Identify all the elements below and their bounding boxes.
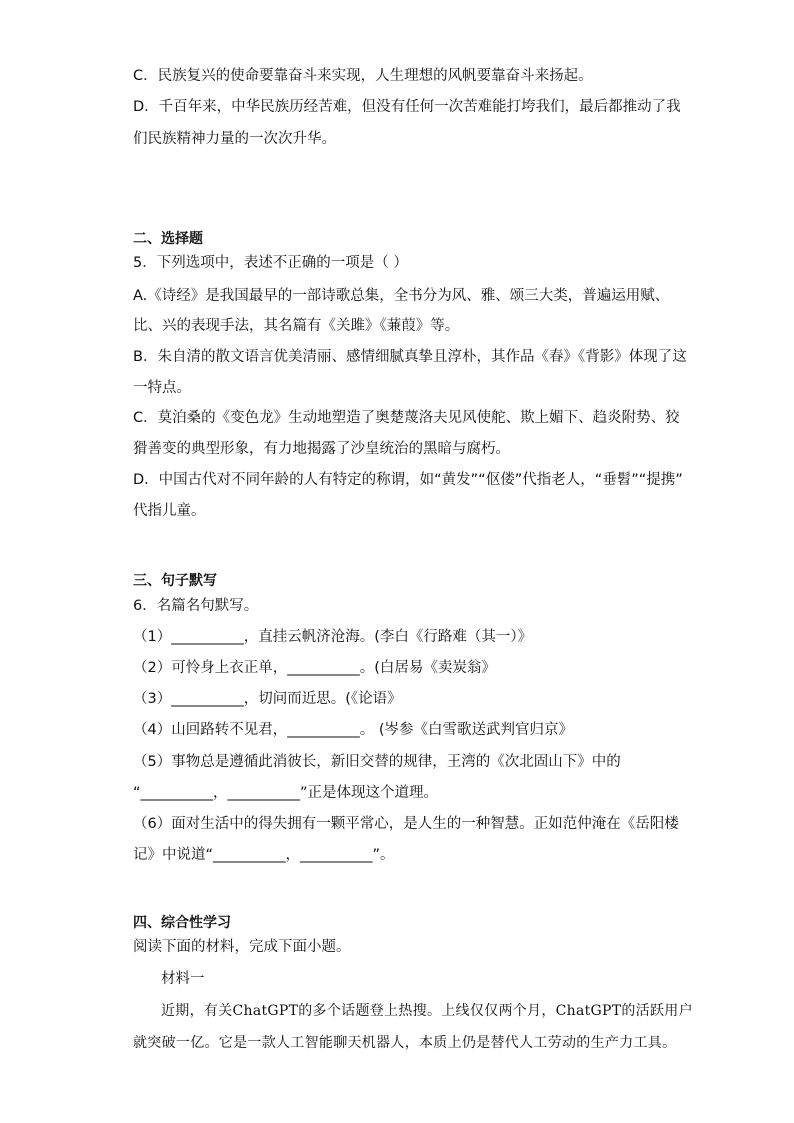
material-1-para-line1: 近期，有关ChatGPT的多个话题登上热搜。上线仅仅两个月，ChatGPT的活跃用户 bbox=[161, 1003, 693, 1019]
q6-item-2: （2）可怜身上衣正单，__________。(白居易《卖炭翁》 bbox=[133, 660, 496, 676]
q5-option-c-line1: C．莫泊桑的《变色龙》生动地塑造了奥楚蔑洛夫见风使舵、欺上媚下、趋炎附势、狡 bbox=[133, 410, 680, 426]
q6-item-6-line2: 记》中说道“__________，__________”。 bbox=[133, 847, 395, 863]
q6-item-1: （1）__________，直挂云帆济沧海。(李白《行路难（其一）》 bbox=[133, 629, 533, 645]
q6-stem: 6．名篇名句默写。 bbox=[133, 598, 259, 614]
q5-option-d-line1: D．中国古代对不同年龄的人有特定的称谓，如“黄发”“伛偻”代指老人，“垂髫”“提携” bbox=[133, 472, 683, 488]
q6-item-6-line1: （6）面对生活中的得失拥有一颗平常心，是人生的一种智慧。正如范仲淹在《岳阳楼 bbox=[133, 816, 679, 832]
q5-option-b-line2: 一特点。 bbox=[133, 380, 191, 396]
section-4-instruction: 阅读下面的材料，完成下面小题。 bbox=[133, 939, 351, 955]
q6-item-3: （3）__________，切问而近思。(《论语》 bbox=[133, 691, 402, 707]
q6-item-5-line1: （5）事物总是遵循此消彼长，新旧交替的规律，王湾的《次北固山下》中的 bbox=[133, 754, 621, 770]
q5-option-a-line1: A.《诗经》是我国最早的一部诗歌总集，全书分为风、雅、颂三大类，普遍运用赋、 bbox=[133, 288, 670, 304]
q4-option-d-line1: D．千百年来，中华民族历经苦难，但没有任何一次苦难能打垮我们，最后都推动了我 bbox=[133, 99, 681, 115]
q6-item-5-line2: “__________，__________”正是体现这个道理。 bbox=[133, 785, 439, 801]
material-1-para-line2: 就突破一亿。它是一款人工智能聊天机器人，本质上仍是替代人工劳动的生产力工具。 bbox=[133, 1035, 677, 1051]
section-3-title: 三、句子默写 bbox=[133, 573, 217, 589]
section-4-title: 四、综合性学习 bbox=[133, 915, 231, 931]
q5-option-b-line1: B．朱自清的散文语言优美清丽、感情细腻真挚且淳朴，其作品《春》《背影》体现了这 bbox=[133, 349, 687, 365]
q5-stem: 5．下列选项中，表述不正确的一项是（ ） bbox=[133, 255, 408, 271]
material-1-title: 材料一 bbox=[161, 971, 205, 987]
q5-option-d-line2: 代指儿童。 bbox=[133, 503, 206, 519]
q5-option-a-line2: 比、兴的表现手法，其名篇有《关雎》《蒹葭》等。 bbox=[133, 318, 460, 334]
section-2-title: 二、选择题 bbox=[133, 231, 203, 247]
q6-item-4: （4）山回路转不见君，__________。 (岑参《白雪歌送武判官归京》 bbox=[133, 722, 573, 738]
q4-option-d-line2: 们民族精神力量的一次次升华。 bbox=[133, 131, 336, 147]
q5-option-c-line2: 猾善变的典型形象，有力地揭露了沙皇统治的黑暗与腐朽。 bbox=[133, 441, 510, 457]
q4-option-c: C．民族复兴的使命要靠奋斗来实现，人生理想的风帆要靠奋斗来扬起。 bbox=[133, 68, 593, 84]
